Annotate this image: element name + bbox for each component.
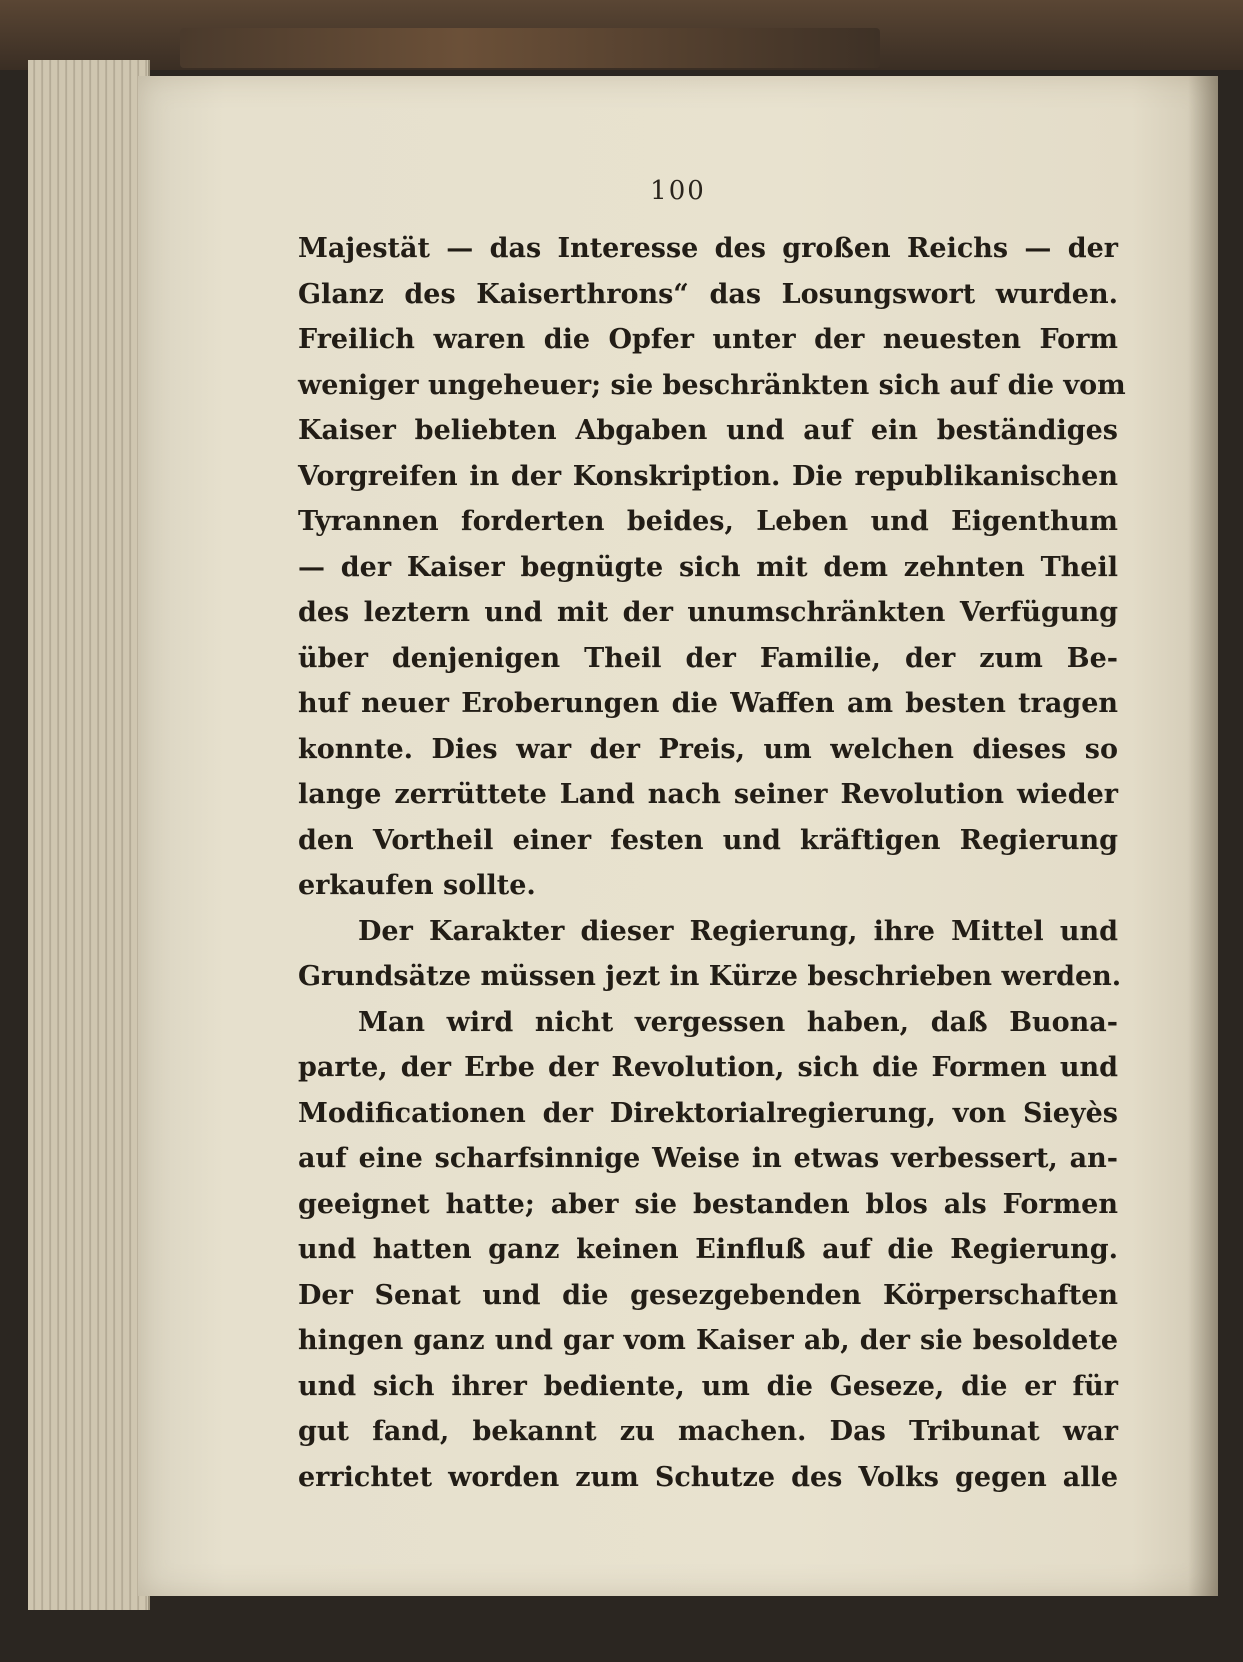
text-line: und sich ihrer bediente, um die Geseze, die er für [298, 1370, 1118, 1402]
text-line: des leztern und mit der unumschränkten Verfügung [298, 597, 1118, 628]
text-line: — der Kaiser begnügte sich mit dem zehnten Theil [298, 551, 1118, 583]
text-line: Der Senat und die gesezgebenden Körperschaften [298, 1279, 1118, 1311]
text-line: Der Karakter dieser Regierung, ihre Mittel und [358, 915, 1118, 947]
page-number: 100 [650, 176, 706, 206]
text-line: auf eine scharfsinnige Weise in etwas verbessert, an- [298, 1143, 1118, 1174]
text-line: parte, der Erbe der Revolution, sich die Formen und [298, 1052, 1118, 1083]
text-line: huf neuer Eroberungen die Waffen am besten tragen [298, 688, 1118, 719]
text-line: Man wird nicht vergessen haben, daß Buona- [358, 1006, 1118, 1038]
text-line: über denjenigen Theil der Familie, der zum Be- [298, 642, 1118, 674]
page-stack-edge [28, 60, 150, 1610]
text-line: konnte. Dies war der Preis, um welchen dieses so [298, 733, 1118, 765]
leather-binding-edge [180, 28, 880, 68]
text-line: lange zerrüttete Land nach seiner Revolution wieder [298, 779, 1118, 810]
page-text-block [298, 226, 1126, 1500]
text-line: Freilich waren die Opfer unter der neuesten Form [298, 324, 1118, 355]
text-line: und hatten ganz keinen Einfluß auf die Regierung. [298, 1234, 1118, 1265]
text-line: Vorgreifen in der Konskription. Die republikanischen [298, 460, 1118, 492]
text-line: erkaufen sollte. [298, 870, 536, 901]
spine-shadow [1188, 76, 1218, 1596]
book-page [138, 76, 1218, 1596]
text-line: den Vortheil einer festen und kräftigen Regierung [298, 824, 1118, 856]
text-line: Majestät — das Interesse des großen Reichs — der [298, 233, 1118, 264]
text-line: errichtet worden zum Schutze des Volks gegen alle [298, 1461, 1118, 1493]
text-line: gut fand, bekannt zu machen. Das Tribunat war [298, 1416, 1118, 1447]
text-line: Kaiser beliebten Abgaben und auf ein beständiges [298, 415, 1118, 446]
text-line: weniger ungeheuer; sie beschränkten sich auf die vom [298, 369, 1126, 401]
text-line: Modificationen der Direktorialregierung, von Sieyès [298, 1097, 1118, 1129]
text-line: Tyrannen forderten beides, Leben und Eigenthum [298, 506, 1118, 537]
text-line: Glanz des Kaiserthrons“ das Losungswort wurden. [298, 278, 1118, 310]
text-line: Grundsätze müssen jezt in Kürze beschrieben werden. [298, 961, 1122, 992]
text-line: geeignet hatte; aber sie bestanden blos als Formen [298, 1188, 1118, 1220]
text-line: hingen ganz und gar vom Kaiser ab, der sie besoldete [298, 1325, 1118, 1356]
